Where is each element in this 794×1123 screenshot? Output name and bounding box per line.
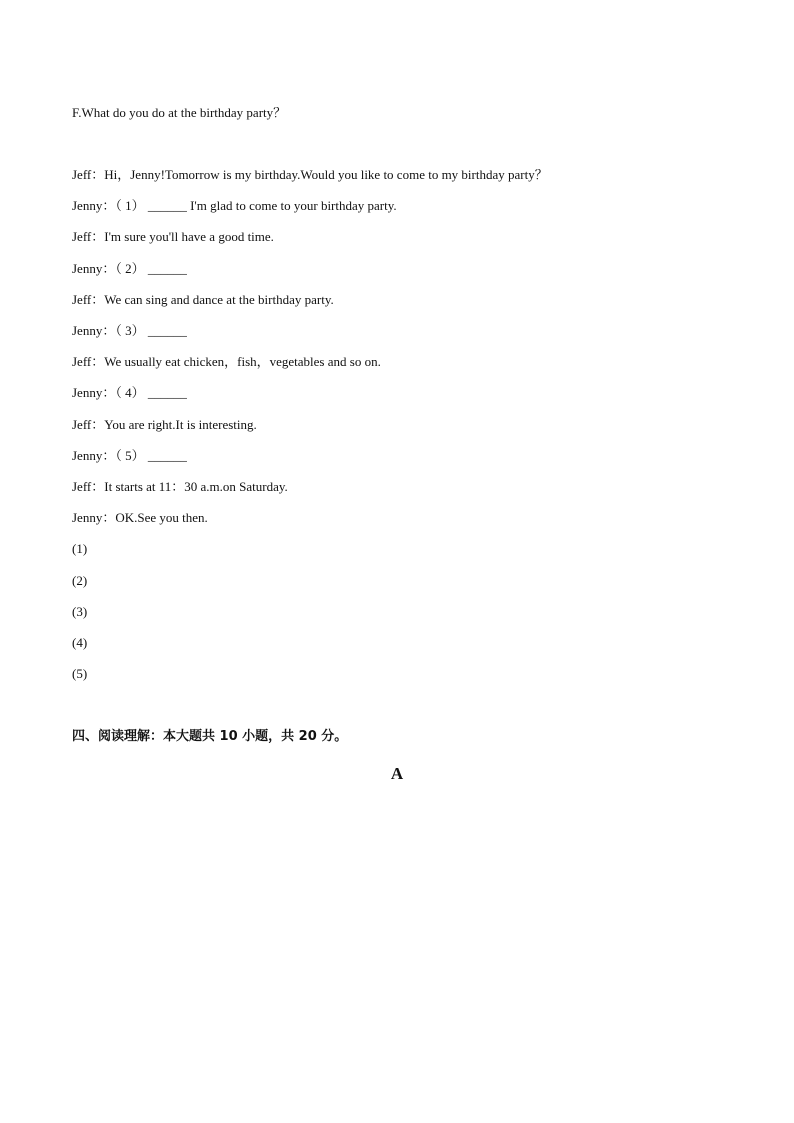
dialogue-line-11: Jeff：It starts at 11：30 a.m.on Saturday. <box>72 479 288 494</box>
dialogue-line-10: Jenny：（ 5） ______ <box>72 448 187 463</box>
passage-title: A <box>390 764 404 783</box>
dialogue-line-7: Jeff：We usually eat chicken，fish，vegetables and so on. <box>72 354 381 369</box>
dialogue-line-12: Jenny：OK.See you then. <box>72 510 208 525</box>
dialogue-line-3: Jeff：I'm sure you'll have a good time. <box>72 229 274 244</box>
section-heading: 四、阅读理解：本大题共 10 小题，共 20 分。 <box>72 729 348 744</box>
option-f: F.What do you do at the birthday party？ <box>72 105 287 120</box>
dialogue-line-2: Jenny：（ 1） ______ I'm glad to come to your birthday party. <box>72 198 397 213</box>
dialogue-line-8: Jenny：（ 4） ______ <box>72 385 187 400</box>
dialogue-line-4: Jenny：（ 2） ______ <box>72 261 187 276</box>
dialogue-line-6: Jenny：（ 3） ______ <box>72 323 187 338</box>
answer-label-2: (2) <box>72 573 88 588</box>
dialogue-line-5: Jeff：We can sing and dance at the birthday party. <box>72 292 334 307</box>
answer-label-4: (4) <box>72 635 88 650</box>
dialogue-line-9: Jeff：You are right.It is interesting. <box>72 417 257 432</box>
answer-label-1: (1) <box>72 541 88 556</box>
dialogue-line-1: Jeff：Hi，Jenny!Tomorrow is my birthday.Would you like to come to my birthday party？ <box>72 167 548 182</box>
answer-label-3: (3) <box>72 604 88 619</box>
answer-label-5: (5) <box>72 666 88 681</box>
